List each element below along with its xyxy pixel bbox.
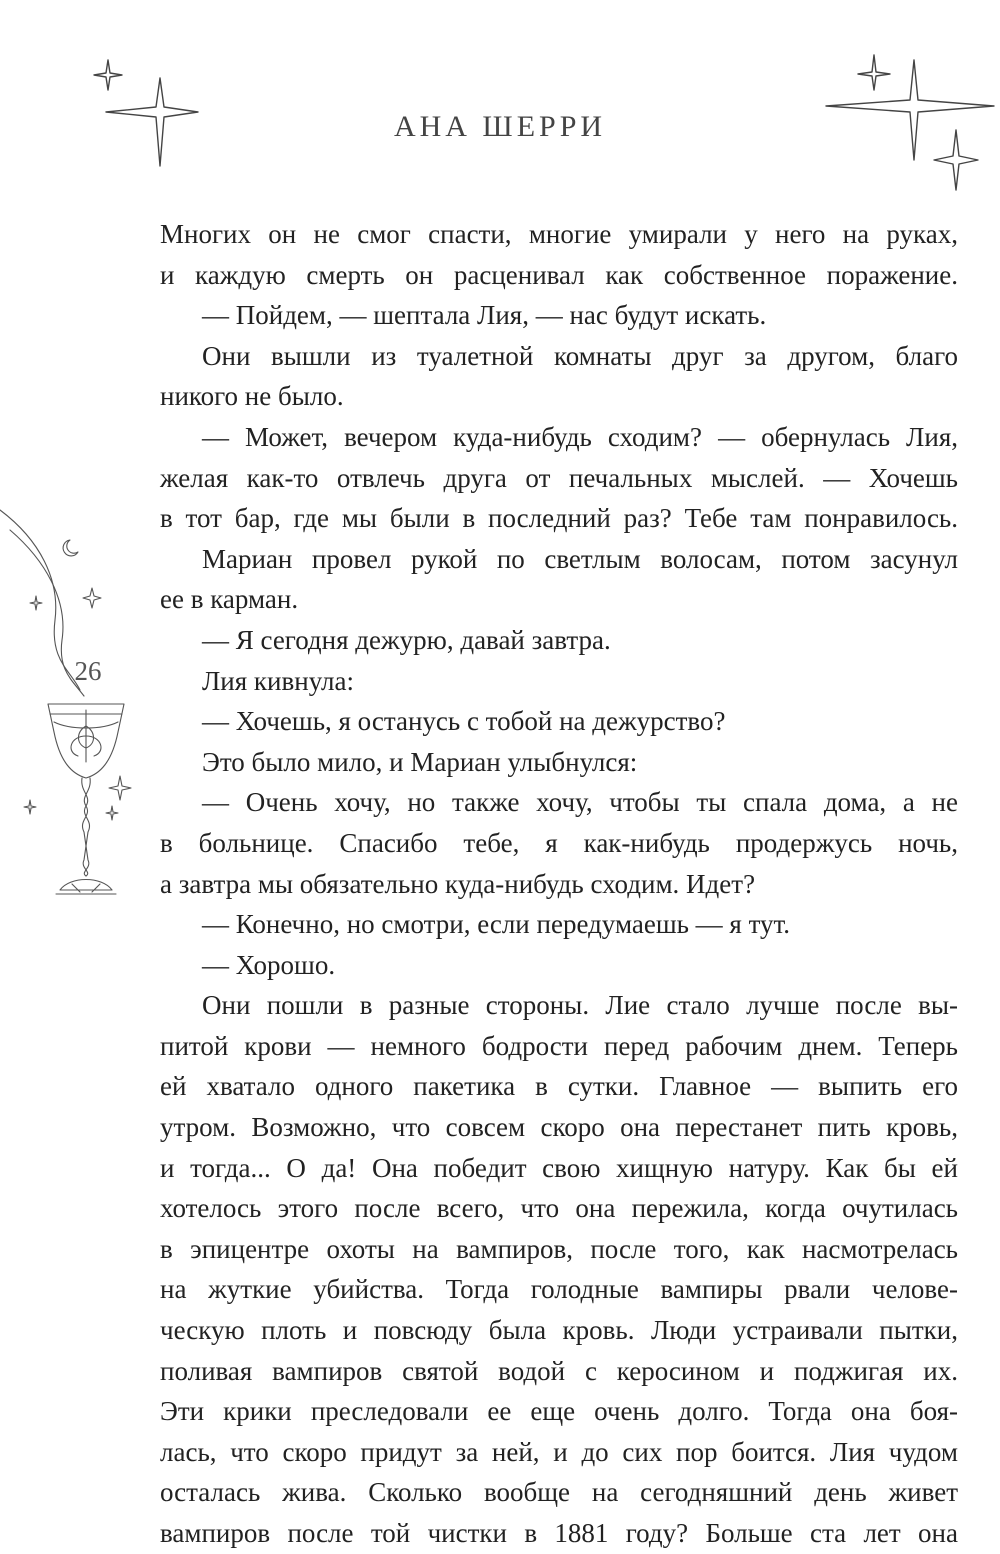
text-line: утром. Возможно, что совсем скоро она перестанет пить кровь,	[160, 1112, 958, 1143]
running-header-author: АНА ШЕРРИ	[393, 110, 607, 143]
text-line: и каждую смерть он расценивал как собственное поражение.	[160, 259, 958, 290]
text-line: — Хочешь, я останусь с тобой на дежурство?	[202, 706, 726, 737]
text-line: Эти крики преследовали ее еще очень долго. Тогда она боя-	[160, 1396, 958, 1427]
text-line: вампиров после той чистки в 1881 году? Больше ста лет она	[160, 1518, 958, 1548]
text-line: желая как-то отвлечь друга от печальных мыслей. — Хочешь	[160, 462, 958, 493]
page-number: 26	[74, 656, 102, 686]
text-line: никого не было.	[160, 381, 344, 412]
text-line: в эпицентре охоты на вампиров, после того, как насмотрелась	[160, 1233, 958, 1264]
text-line: и тогда... О да! Она победит свою хищную натуру. Как бы ей	[160, 1152, 958, 1183]
goblet-with-sparkles-icon	[0, 500, 150, 920]
text-line: — Я сегодня дежурю, давай завтра.	[202, 624, 611, 655]
text-line: в тот бар, где мы были в последний раз? Тебе там понравилось.	[160, 503, 958, 534]
body-text	[160, 214, 958, 1554]
text-line: — Может, вечером куда-нибудь сходим? — обернулась Лия,	[202, 421, 958, 452]
text-line: Они вышли из туалетной комнаты друг за другом, благо	[202, 340, 958, 371]
text-line: Мариан провел рукой по светлым волосам, потом засунул	[202, 543, 958, 574]
text-line: ей хватало одного пакетика в сутки. Главное — выпить его	[160, 1071, 958, 1102]
text-line: на жуткие убийства. Тогда голодные вампиры рвали челове-	[160, 1274, 958, 1305]
text-line: Лия кивнула:	[202, 665, 354, 696]
text-line: осталась жива. Сколько вообще на сегодняшний день живет	[160, 1477, 958, 1508]
text-line: ческую плоть и повсюду была кровь. Люди устраивали пытки,	[160, 1315, 958, 1346]
text-line: Многих он не смог спасти, многие умирали у него на руках,	[160, 219, 958, 249]
text-line: Это было мило, и Мариан улыбнулся:	[202, 746, 638, 777]
text-line: — Хорошо.	[202, 949, 336, 980]
text-line: — Пойдем, — шептала Лия, — нас будут искать.	[202, 300, 767, 331]
text-line: хотелось этого после всего, что она пережила, когда очутилась	[160, 1193, 958, 1224]
text-line: — Конечно, но смотри, если передумаешь — я тут.	[202, 909, 791, 940]
text-line: — Очень хочу, но также хочу, чтобы ты спала дома, а не	[202, 787, 958, 818]
text-line: поливая вампиров святой водой с керосином и поджигая их.	[160, 1355, 958, 1386]
text-line: питой крови — немного бодрости перед рабочим днем. Теперь	[160, 1030, 958, 1061]
text-line: Они пошли в разные стороны. Лие стало лучше после вы-	[202, 990, 958, 1021]
text-line: а завтра мы обязательно куда-нибудь сходим. Идет?	[160, 868, 756, 899]
text-line: ее в карман.	[160, 584, 299, 615]
text-line: в больнице. Спасибо тебе, я как-нибудь продержусь ночь,	[160, 827, 958, 858]
text-line: лась, что скоро придут за ней, и до сих пор боится. Лия чудом	[160, 1436, 958, 1467]
